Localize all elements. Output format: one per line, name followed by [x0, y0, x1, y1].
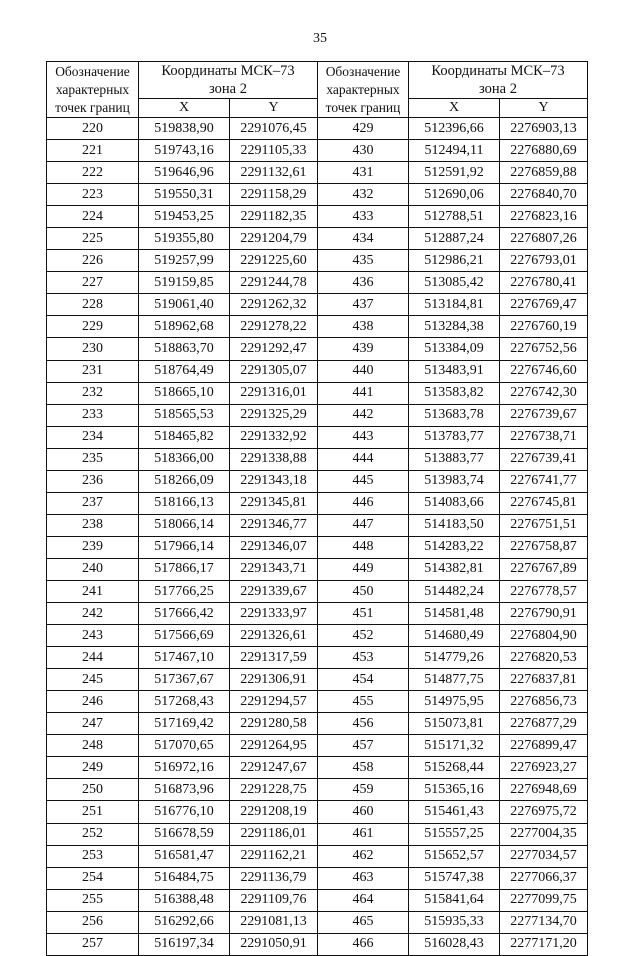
- point-label-header-right: [318, 62, 409, 118]
- y-coordinate-cell: 2276877,29: [500, 713, 588, 735]
- point-number-cell: 234: [47, 426, 139, 448]
- point-number-cell: 444: [318, 448, 409, 470]
- point-number-cell: 466: [318, 933, 409, 955]
- x-coordinate-cell: 513983,74: [409, 470, 500, 492]
- x-coordinate-cell: 515073,81: [409, 713, 500, 735]
- x-coordinate-cell: 515652,57: [409, 845, 500, 867]
- y-coordinate-cell: 2291264,95: [230, 735, 318, 757]
- y-coordinate-cell: 2291132,61: [230, 162, 318, 184]
- y-coordinate-cell: 2291247,67: [230, 757, 318, 779]
- x-coordinate-cell: 514382,81: [409, 558, 500, 580]
- point-number-cell: 448: [318, 536, 409, 558]
- y-coordinate-cell: 2276739,67: [500, 404, 588, 426]
- x-coordinate-cell: 515841,64: [409, 889, 500, 911]
- x-coordinate-cell: 518166,13: [139, 492, 230, 514]
- point-number-cell: 236: [47, 470, 139, 492]
- x-coordinate-cell: 513483,91: [409, 360, 500, 382]
- point-number-cell: 430: [318, 140, 409, 162]
- y-coordinate-cell: 2276767,89: [500, 558, 588, 580]
- point-number-cell: 457: [318, 735, 409, 757]
- table-row: [47, 933, 588, 955]
- table-row: [47, 713, 588, 735]
- y-coordinate-cell: 2276746,60: [500, 360, 588, 382]
- point-number-cell: 221: [47, 140, 139, 162]
- point-number-cell: 250: [47, 779, 139, 801]
- table-row: [47, 845, 588, 867]
- x-coordinate-cell: 515268,44: [409, 757, 500, 779]
- table-row: [47, 580, 588, 602]
- table-row: [47, 625, 588, 647]
- x-coordinate-cell: 512986,21: [409, 250, 500, 272]
- y-coordinate-cell: 2276760,19: [500, 316, 588, 338]
- x-coordinate-cell: 514083,66: [409, 492, 500, 514]
- x-coordinate-cell: 512690,06: [409, 184, 500, 206]
- header-label-line: характерных: [55, 81, 130, 97]
- table-row: [47, 536, 588, 558]
- table-row: [47, 801, 588, 823]
- x-coordinate-cell: 517566,69: [139, 625, 230, 647]
- y-coordinate-cell: 2277171,20: [500, 933, 588, 955]
- point-number-cell: 244: [47, 647, 139, 669]
- y-coordinate-cell: 2291332,92: [230, 426, 318, 448]
- x-coordinate-cell: 512887,24: [409, 228, 500, 250]
- x-coordinate-cell: 519061,40: [139, 294, 230, 316]
- point-number-cell: 453: [318, 647, 409, 669]
- y-coordinate-cell: 2291306,91: [230, 669, 318, 691]
- table-row: [47, 140, 588, 162]
- y-coordinate-cell: 2276790,91: [500, 603, 588, 625]
- point-number-cell: 228: [47, 294, 139, 316]
- point-number-cell: 434: [318, 228, 409, 250]
- point-label-header-left: [47, 62, 139, 118]
- x-coordinate-cell: 514877,75: [409, 669, 500, 691]
- y-coordinate-cell: 2276769,47: [500, 294, 588, 316]
- x-coordinate-cell: 517866,17: [139, 558, 230, 580]
- table-row: [47, 558, 588, 580]
- x-coordinate-cell: 518863,70: [139, 338, 230, 360]
- point-number-cell: 254: [47, 867, 139, 889]
- x-coordinate-cell: 515747,38: [409, 867, 500, 889]
- table-row: [47, 823, 588, 845]
- point-number-cell: 238: [47, 514, 139, 536]
- x-coordinate-cell: 515557,25: [409, 823, 500, 845]
- x-coordinate-cell: 515365,16: [409, 779, 500, 801]
- point-number-cell: 465: [318, 911, 409, 933]
- point-number-cell: 440: [318, 360, 409, 382]
- x-coordinate-cell: 517070,65: [139, 735, 230, 757]
- x-coordinate-cell: 514482,24: [409, 580, 500, 602]
- x-coordinate-cell: 512396,66: [409, 118, 500, 140]
- y-coordinate-cell: 2291294,57: [230, 691, 318, 713]
- y-coordinate-cell: 2276899,47: [500, 735, 588, 757]
- y-coordinate-cell: 2276793,01: [500, 250, 588, 272]
- y-coordinate-cell: 2291346,07: [230, 536, 318, 558]
- x-coordinate-cell: 519646,96: [139, 162, 230, 184]
- y-coordinate-cell: 2291182,35: [230, 206, 318, 228]
- y-axis-header: Y: [500, 99, 588, 118]
- y-coordinate-cell: 2276751,51: [500, 514, 588, 536]
- point-number-cell: 255: [47, 889, 139, 911]
- table-row: [47, 911, 588, 933]
- y-coordinate-cell: 2276859,88: [500, 162, 588, 184]
- x-coordinate-cell: 515461,43: [409, 801, 500, 823]
- y-coordinate-cell: 2291136,79: [230, 867, 318, 889]
- x-coordinate-cell: 512494,11: [409, 140, 500, 162]
- y-coordinate-cell: 2291162,21: [230, 845, 318, 867]
- x-coordinate-cell: 516972,16: [139, 757, 230, 779]
- point-number-cell: 462: [318, 845, 409, 867]
- point-number-cell: 249: [47, 757, 139, 779]
- y-coordinate-cell: 2291343,71: [230, 558, 318, 580]
- x-coordinate-cell: 515935,33: [409, 911, 500, 933]
- y-coordinate-cell: 2291208,19: [230, 801, 318, 823]
- table-row: [47, 867, 588, 889]
- y-coordinate-cell: 2291278,22: [230, 316, 318, 338]
- x-coordinate-cell: 516388,48: [139, 889, 230, 911]
- point-number-cell: 459: [318, 779, 409, 801]
- y-coordinate-cell: 2291339,67: [230, 580, 318, 602]
- point-number-cell: 232: [47, 382, 139, 404]
- header-label-line: характерных: [326, 81, 400, 97]
- point-number-cell: 449: [318, 558, 409, 580]
- table-row: [47, 669, 588, 691]
- y-coordinate-cell: 2276752,56: [500, 338, 588, 360]
- coords-zone-line: зона 2: [479, 81, 517, 97]
- table-row: [47, 228, 588, 250]
- point-number-cell: 445: [318, 470, 409, 492]
- point-number-cell: 222: [47, 162, 139, 184]
- point-number-cell: 458: [318, 757, 409, 779]
- x-coordinate-cell: 516581,47: [139, 845, 230, 867]
- point-number-cell: 442: [318, 404, 409, 426]
- point-number-cell: 223: [47, 184, 139, 206]
- y-coordinate-cell: 2291338,88: [230, 448, 318, 470]
- y-coordinate-cell: 2291204,79: [230, 228, 318, 250]
- y-coordinate-cell: 2276758,87: [500, 536, 588, 558]
- x-coordinate-cell: 516776,10: [139, 801, 230, 823]
- point-number-cell: 447: [318, 514, 409, 536]
- table-row: [47, 514, 588, 536]
- point-number-cell: 461: [318, 823, 409, 845]
- y-coordinate-cell: 2277134,70: [500, 911, 588, 933]
- point-number-cell: 446: [318, 492, 409, 514]
- table-row: [47, 206, 588, 228]
- y-coordinate-cell: 2291262,32: [230, 294, 318, 316]
- x-axis-header: X: [139, 99, 230, 118]
- table-row: [47, 779, 588, 801]
- x-coordinate-cell: 513683,78: [409, 404, 500, 426]
- point-number-cell: 456: [318, 713, 409, 735]
- y-coordinate-cell: 2291325,29: [230, 404, 318, 426]
- y-coordinate-cell: 2277099,75: [500, 889, 588, 911]
- y-coordinate-cell: 2291317,59: [230, 647, 318, 669]
- y-coordinate-cell: 2291292,47: [230, 338, 318, 360]
- y-coordinate-cell: 2291345,81: [230, 492, 318, 514]
- coords-title-line: Координаты МСК–73: [431, 63, 565, 79]
- y-coordinate-cell: 2276745,81: [500, 492, 588, 514]
- x-coordinate-cell: 516484,75: [139, 867, 230, 889]
- y-coordinate-cell: 2291158,29: [230, 184, 318, 206]
- header-label-line: Обозначение: [55, 63, 130, 79]
- point-number-cell: 437: [318, 294, 409, 316]
- point-number-cell: 224: [47, 206, 139, 228]
- x-coordinate-cell: 514183,50: [409, 514, 500, 536]
- header-label-line: точек границ: [55, 99, 130, 115]
- x-coordinate-cell: 513085,42: [409, 272, 500, 294]
- y-coordinate-cell: 2291109,76: [230, 889, 318, 911]
- y-coordinate-cell: 2291333,97: [230, 603, 318, 625]
- x-coordinate-cell: 516873,96: [139, 779, 230, 801]
- x-coordinate-cell: 516678,59: [139, 823, 230, 845]
- point-number-cell: 241: [47, 580, 139, 602]
- x-coordinate-cell: 518066,14: [139, 514, 230, 536]
- point-number-cell: 246: [47, 691, 139, 713]
- x-coordinate-cell: 514779,26: [409, 647, 500, 669]
- x-coordinate-cell: 517467,10: [139, 647, 230, 669]
- y-coordinate-cell: 2276741,77: [500, 470, 588, 492]
- point-number-cell: 233: [47, 404, 139, 426]
- table-row: [47, 404, 588, 426]
- y-coordinate-cell: 2276823,16: [500, 206, 588, 228]
- y-coordinate-cell: 2277034,57: [500, 845, 588, 867]
- table-row: [47, 294, 588, 316]
- point-number-cell: 439: [318, 338, 409, 360]
- x-coordinate-cell: 519355,80: [139, 228, 230, 250]
- x-coordinate-cell: 514975,95: [409, 691, 500, 713]
- point-number-cell: 227: [47, 272, 139, 294]
- point-number-cell: 452: [318, 625, 409, 647]
- coords-header-left: [139, 62, 318, 99]
- table-row: [47, 118, 588, 140]
- point-number-cell: 248: [47, 735, 139, 757]
- point-number-cell: 443: [318, 426, 409, 448]
- table-row: [47, 470, 588, 492]
- x-coordinate-cell: 517367,67: [139, 669, 230, 691]
- y-coordinate-cell: 2291050,91: [230, 933, 318, 955]
- x-coordinate-cell: 518764,49: [139, 360, 230, 382]
- x-coordinate-cell: 513783,77: [409, 426, 500, 448]
- point-number-cell: 454: [318, 669, 409, 691]
- point-number-cell: 252: [47, 823, 139, 845]
- coords-zone-line: зона 2: [209, 81, 247, 97]
- point-number-cell: 436: [318, 272, 409, 294]
- coords-title-line: Координаты МСК–73: [161, 63, 295, 79]
- header-label-line: точек границ: [325, 99, 401, 115]
- point-number-cell: 229: [47, 316, 139, 338]
- y-coordinate-cell: 2276820,53: [500, 647, 588, 669]
- y-coordinate-cell: 2291305,07: [230, 360, 318, 382]
- x-coordinate-cell: 519743,16: [139, 140, 230, 162]
- y-coordinate-cell: 2276742,30: [500, 382, 588, 404]
- x-coordinate-cell: 514581,48: [409, 603, 500, 625]
- point-number-cell: 245: [47, 669, 139, 691]
- header-label-line: Обозначение: [325, 63, 401, 79]
- x-coordinate-cell: 519159,85: [139, 272, 230, 294]
- point-number-cell: 237: [47, 492, 139, 514]
- x-coordinate-cell: 517966,14: [139, 536, 230, 558]
- x-coordinate-cell: 514283,22: [409, 536, 500, 558]
- x-coordinate-cell: 517268,43: [139, 691, 230, 713]
- point-number-cell: 242: [47, 603, 139, 625]
- point-number-cell: 450: [318, 580, 409, 602]
- page-number: 35: [313, 31, 327, 46]
- point-number-cell: 451: [318, 603, 409, 625]
- x-coordinate-cell: 514680,49: [409, 625, 500, 647]
- point-number-cell: 463: [318, 867, 409, 889]
- coordinates-table: [46, 61, 588, 956]
- point-number-cell: 257: [47, 933, 139, 955]
- table-row: [47, 184, 588, 206]
- y-coordinate-cell: 2291105,33: [230, 140, 318, 162]
- table-row: [47, 162, 588, 184]
- x-coordinate-cell: 516292,66: [139, 911, 230, 933]
- x-coordinate-cell: 518565,53: [139, 404, 230, 426]
- y-coordinate-cell: 2276739,41: [500, 448, 588, 470]
- point-number-cell: 455: [318, 691, 409, 713]
- x-coordinate-cell: 513184,81: [409, 294, 500, 316]
- table-row: [47, 735, 588, 757]
- y-coordinate-cell: 2276807,26: [500, 228, 588, 250]
- coords-header-right: [409, 62, 588, 99]
- table-row: [47, 360, 588, 382]
- x-coordinate-cell: 518366,00: [139, 448, 230, 470]
- point-number-cell: 226: [47, 250, 139, 272]
- point-number-cell: 256: [47, 911, 139, 933]
- table-row: [47, 426, 588, 448]
- x-coordinate-cell: 518665,10: [139, 382, 230, 404]
- table-row: [47, 250, 588, 272]
- y-coordinate-cell: 2276903,13: [500, 118, 588, 140]
- x-axis-header: X: [409, 99, 500, 118]
- x-coordinate-cell: 516028,43: [409, 933, 500, 955]
- y-coordinate-cell: 2276948,69: [500, 779, 588, 801]
- y-coordinate-cell: 2276880,69: [500, 140, 588, 162]
- y-coordinate-cell: 2291244,78: [230, 272, 318, 294]
- x-coordinate-cell: 519453,25: [139, 206, 230, 228]
- point-number-cell: 435: [318, 250, 409, 272]
- x-coordinate-cell: 512591,92: [409, 162, 500, 184]
- y-coordinate-cell: 2291343,18: [230, 470, 318, 492]
- table-row: [47, 757, 588, 779]
- y-coordinate-cell: 2276923,27: [500, 757, 588, 779]
- y-coordinate-cell: 2291076,45: [230, 118, 318, 140]
- x-coordinate-cell: 513583,82: [409, 382, 500, 404]
- point-number-cell: 239: [47, 536, 139, 558]
- point-number-cell: 460: [318, 801, 409, 823]
- table-row: [47, 603, 588, 625]
- x-coordinate-cell: 518962,68: [139, 316, 230, 338]
- x-coordinate-cell: 517766,25: [139, 580, 230, 602]
- point-number-cell: 441: [318, 382, 409, 404]
- point-number-cell: 433: [318, 206, 409, 228]
- table-row: [47, 492, 588, 514]
- table-row: [47, 382, 588, 404]
- x-coordinate-cell: 516197,34: [139, 933, 230, 955]
- point-number-cell: 432: [318, 184, 409, 206]
- x-coordinate-cell: 519838,90: [139, 118, 230, 140]
- y-axis-header: Y: [230, 99, 318, 118]
- x-coordinate-cell: 519257,99: [139, 250, 230, 272]
- y-coordinate-cell: 2276738,71: [500, 426, 588, 448]
- y-coordinate-cell: 2277004,35: [500, 823, 588, 845]
- point-number-cell: 464: [318, 889, 409, 911]
- y-coordinate-cell: 2276837,81: [500, 669, 588, 691]
- point-number-cell: 243: [47, 625, 139, 647]
- x-coordinate-cell: 517169,42: [139, 713, 230, 735]
- x-coordinate-cell: 513384,09: [409, 338, 500, 360]
- table-row: [47, 448, 588, 470]
- table-row: [47, 316, 588, 338]
- y-coordinate-cell: 2276780,41: [500, 272, 588, 294]
- y-coordinate-cell: 2291081,13: [230, 911, 318, 933]
- point-number-cell: 247: [47, 713, 139, 735]
- y-coordinate-cell: 2277066,37: [500, 867, 588, 889]
- x-coordinate-cell: 515171,32: [409, 735, 500, 757]
- y-coordinate-cell: 2276840,70: [500, 184, 588, 206]
- x-coordinate-cell: 518266,09: [139, 470, 230, 492]
- x-coordinate-cell: 512788,51: [409, 206, 500, 228]
- point-number-cell: 438: [318, 316, 409, 338]
- point-number-cell: 429: [318, 118, 409, 140]
- y-coordinate-cell: 2276975,72: [500, 801, 588, 823]
- y-coordinate-cell: 2276856,73: [500, 691, 588, 713]
- x-coordinate-cell: 513883,77: [409, 448, 500, 470]
- x-coordinate-cell: 519550,31: [139, 184, 230, 206]
- y-coordinate-cell: 2276804,90: [500, 625, 588, 647]
- table-row: [47, 889, 588, 911]
- point-number-cell: 231: [47, 360, 139, 382]
- point-number-cell: 235: [47, 448, 139, 470]
- point-number-cell: 253: [47, 845, 139, 867]
- table-row: [47, 272, 588, 294]
- table-row: [47, 647, 588, 669]
- x-coordinate-cell: 517666,42: [139, 603, 230, 625]
- y-coordinate-cell: 2291346,77: [230, 514, 318, 536]
- point-number-cell: 251: [47, 801, 139, 823]
- table-row: [47, 338, 588, 360]
- y-coordinate-cell: 2291326,61: [230, 625, 318, 647]
- point-number-cell: 230: [47, 338, 139, 360]
- point-number-cell: 240: [47, 558, 139, 580]
- table-header: [47, 62, 588, 118]
- y-coordinate-cell: 2291228,75: [230, 779, 318, 801]
- y-coordinate-cell: 2291280,58: [230, 713, 318, 735]
- x-coordinate-cell: 513284,38: [409, 316, 500, 338]
- y-coordinate-cell: 2291225,60: [230, 250, 318, 272]
- y-coordinate-cell: 2291316,01: [230, 382, 318, 404]
- point-number-cell: 225: [47, 228, 139, 250]
- y-coordinate-cell: 2291186,01: [230, 823, 318, 845]
- table-row: [47, 691, 588, 713]
- y-coordinate-cell: 2276778,57: [500, 580, 588, 602]
- x-coordinate-cell: 518465,82: [139, 426, 230, 448]
- point-number-cell: 220: [47, 118, 139, 140]
- table-body: [47, 118, 588, 956]
- point-number-cell: 431: [318, 162, 409, 184]
